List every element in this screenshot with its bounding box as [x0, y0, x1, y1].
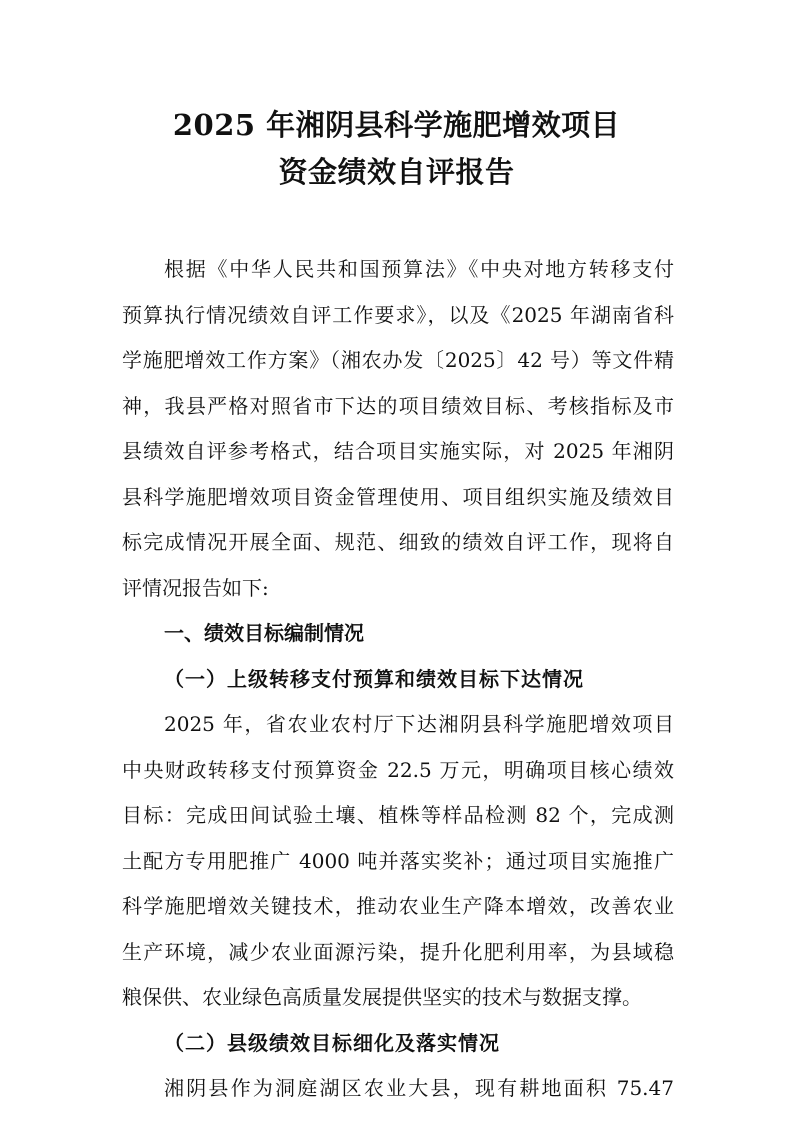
section-heading-1: 一、绩效目标编制情况 — [164, 621, 364, 645]
subsection-1-line: 土配方专用肥推广 4000 吨并落实奖补；通过项目实施推广 — [122, 848, 674, 873]
document-body — [122, 247, 674, 1112]
subsection-1-line: 生产环境，减少农业面源污染，提升化肥利用率，为县域稳 — [122, 939, 674, 964]
intro-line: 标完成情况开展全面、规范、细致的绩效自评工作，现将自 — [122, 530, 674, 554]
intro-line: 县科学施肥增效项目资金管理使用、项目组织实施及绩效目 — [122, 484, 674, 509]
intro-line: 预算执行情况绩效自评工作要求》，以及《2025 年湖南省科 — [122, 302, 674, 327]
subsection-heading-2: （二）县级绩效目标细化及落实情况 — [164, 1030, 500, 1055]
subsection-heading-1: （一）上级转移支付预算和绩效目标下达情况 — [164, 666, 584, 691]
intro-line: 神，我县严格对照省市下达的项目绩效目标、考核指标及市 — [122, 393, 674, 418]
document-title-line-2: 资金绩效自评报告 — [278, 155, 515, 189]
subsection-1-line: 粮保供、农业绿色高质量发展提供坚实的技术与数据支撑。 — [122, 985, 642, 1009]
intro-line: 县绩效自评参考格式，结合项目实施实际，对 2025 年湘阴 — [122, 439, 674, 463]
intro-line: 根据《中华人民共和国预算法》《中央对地方转移支付 — [164, 257, 674, 281]
subsection-2-line: 湘阴县作为洞庭湖区农业大县，现有耕地面积 75.47 — [164, 1076, 674, 1100]
document-title-line-1: 2025 年湘阴县科学施肥增效项目 — [172, 108, 621, 142]
subsection-1-line: 2025 年，省农业农村厅下达湘阴县科学施肥增效项目 — [164, 712, 674, 736]
subsection-1-line: 目标：完成田间试验土壤、植株等样品检测 82 个，完成测 — [122, 803, 674, 827]
subsection-1-line: 科学施肥增效关键技术，推动农业生产降本增效，改善农业 — [122, 894, 674, 918]
subsection-1-line: 中央财政转移支付预算资金 22.5 万元，明确项目核心绩效 — [122, 757, 674, 782]
intro-line: 评情况报告如下: — [122, 575, 269, 600]
intro-line: 学施肥增效工作方案》（湘农办发〔2025〕42 号）等文件精 — [122, 348, 674, 372]
